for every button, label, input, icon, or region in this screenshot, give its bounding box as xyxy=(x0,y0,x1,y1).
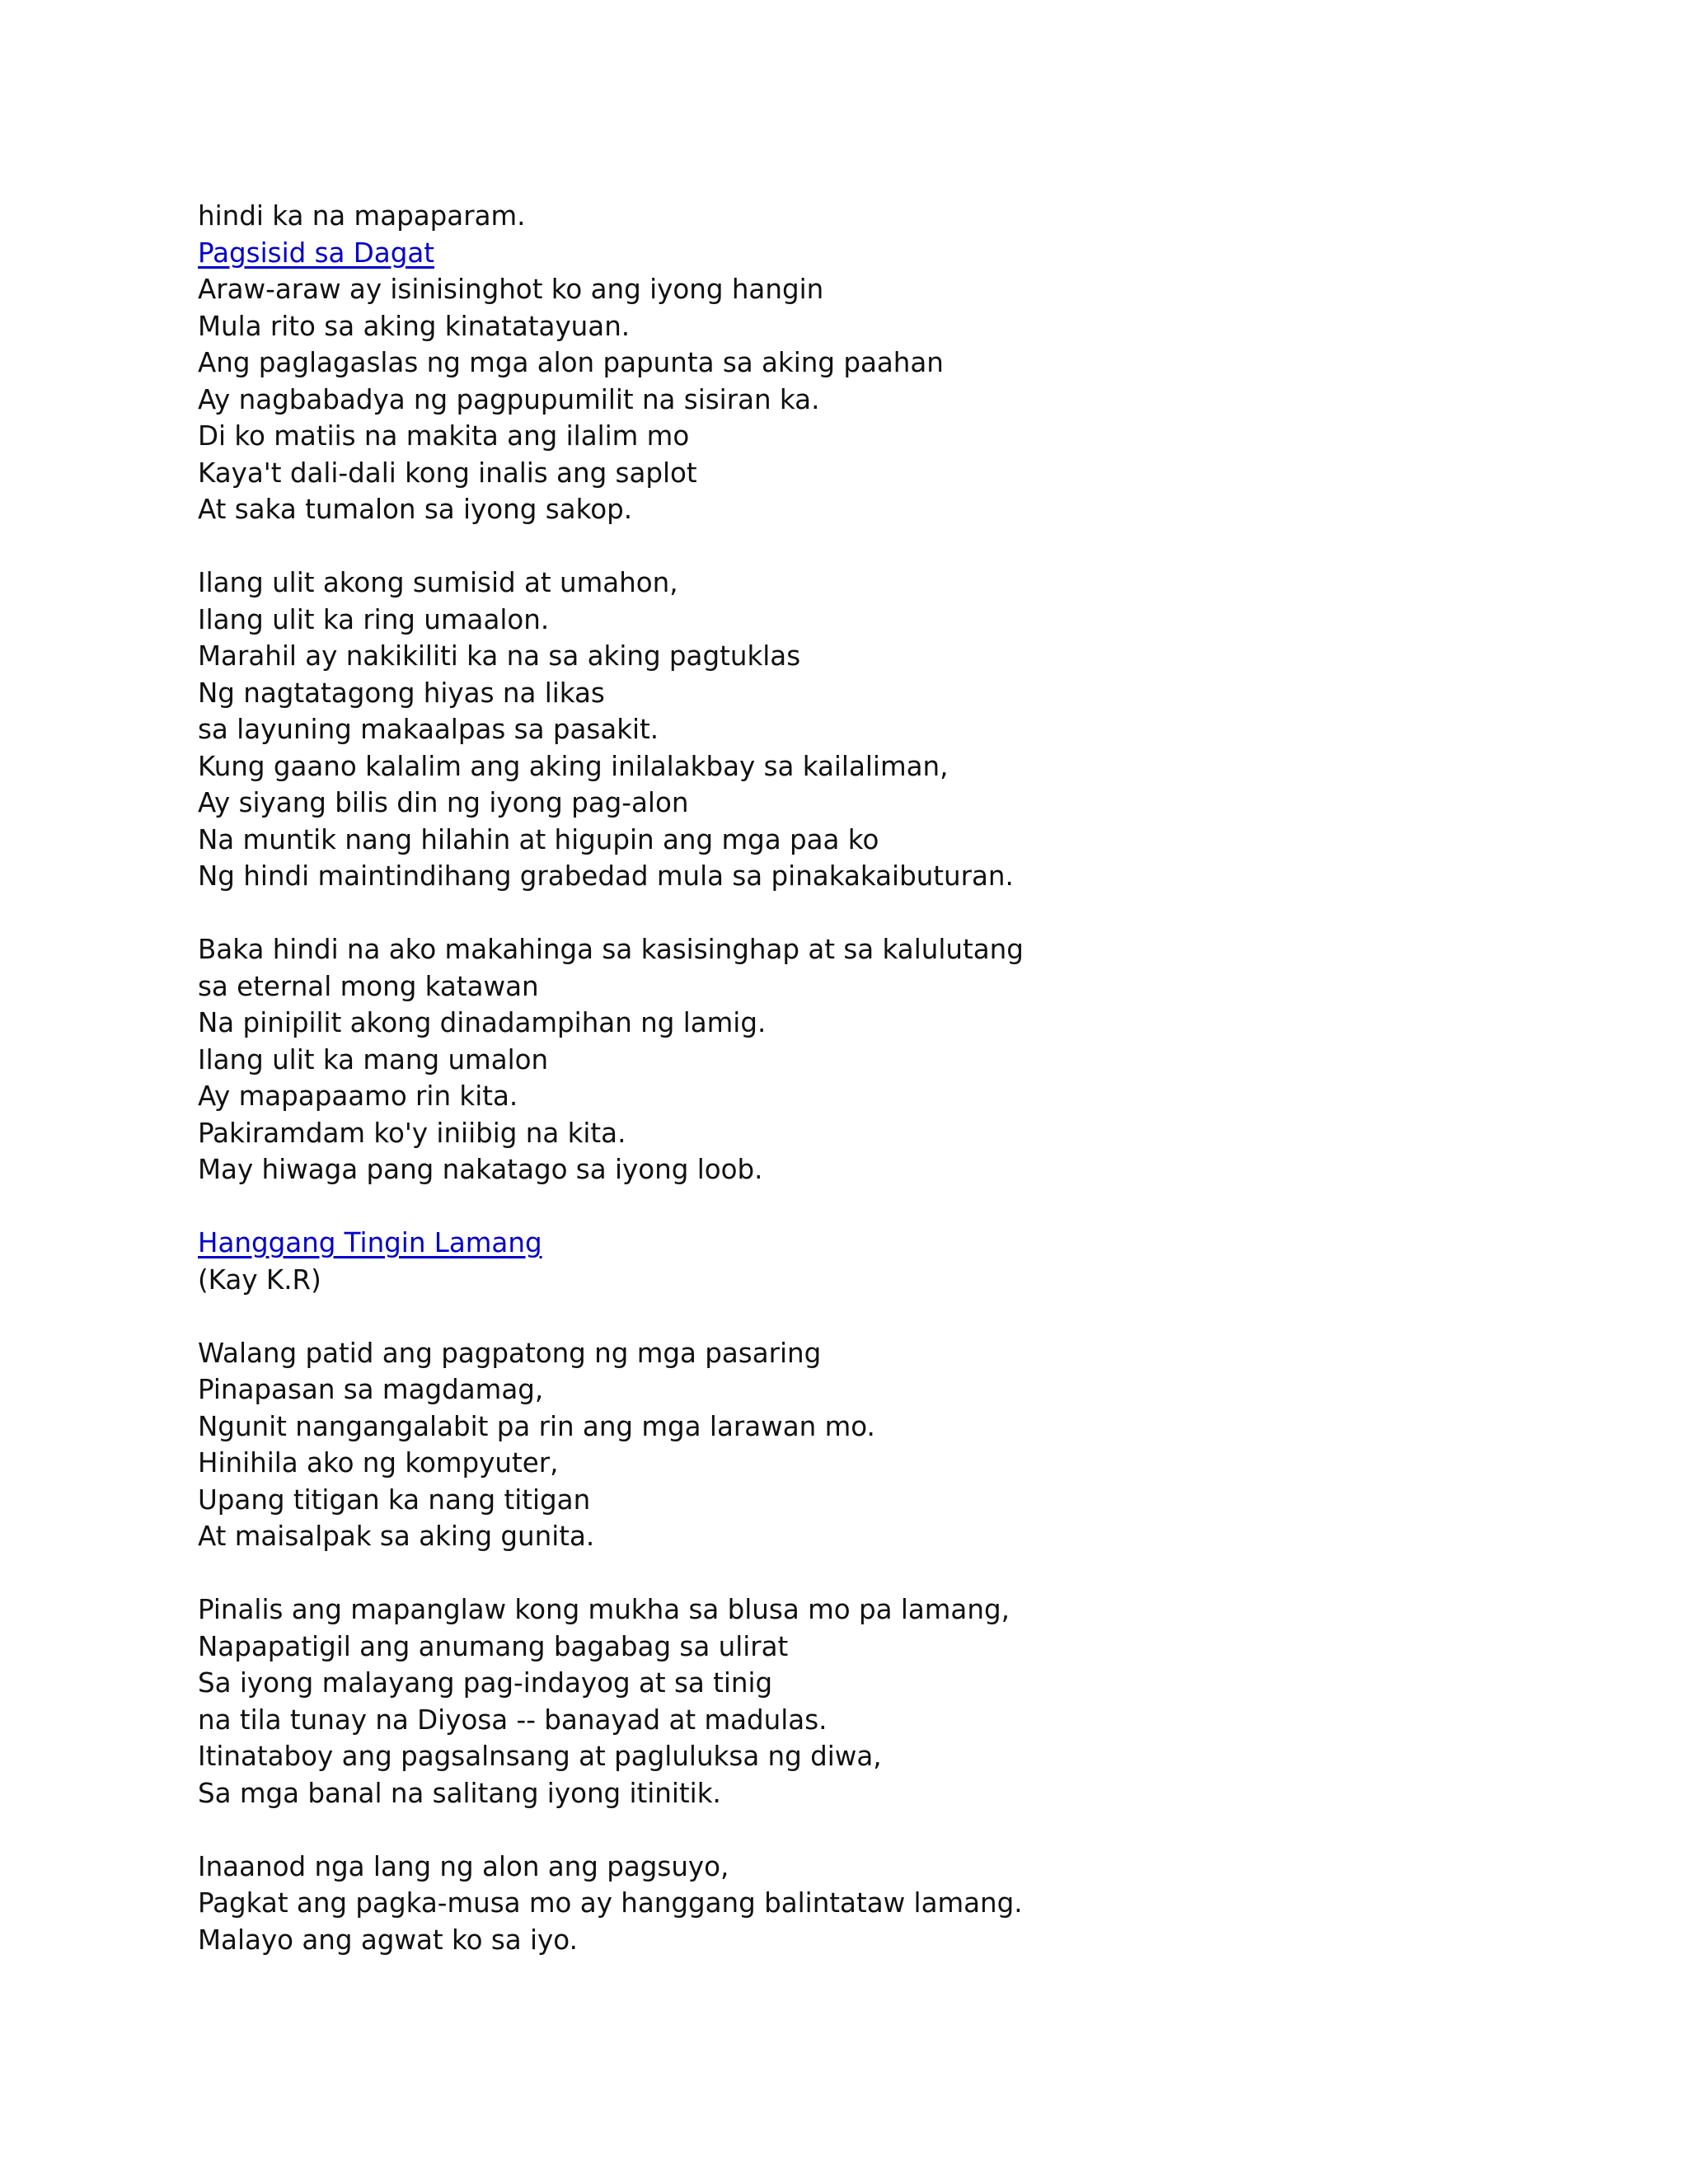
poem-line: Ilang ulit ka mang umalon xyxy=(198,1043,549,1076)
poem-line: Ngunit nangangalabit pa rin ang mga larawan mo. xyxy=(198,1410,875,1442)
poem-line: Baka hindi na ako makahinga sa kasisinghap at sa kalulutang xyxy=(198,934,1024,965)
poem-line: Ay siyang bilis din ng iyong pag-alon xyxy=(198,787,689,818)
poem-line: Pinalis ang mapanglaw kong mukha sa blusa mo pa lamang, xyxy=(198,1594,1010,1625)
poem1-stanza-3 xyxy=(198,931,1599,1188)
poem-line: Pagkat ang pagka-musa mo ay hanggang balintataw lamang. xyxy=(198,1887,1023,1919)
poem-line: Inaanod nga lang ng alon ang pagsuyo, xyxy=(198,1850,729,1882)
poem-line: Ng nagtatagong hiyas na likas xyxy=(198,677,605,709)
poem-line: na tila tunay na Diyosa -- banayad at madulas. xyxy=(198,1704,828,1736)
poem-line: Kung gaano kalalim ang aking inilalakbay sa kailaliman, xyxy=(198,750,949,782)
poem-line: At maisalpak sa aking gunita. xyxy=(198,1521,595,1552)
poem-line: Ilang ulit akong sumisid at umahon, xyxy=(198,567,678,598)
stanza-break xyxy=(198,895,1599,932)
stanza-break xyxy=(198,1811,1599,1849)
poem-line: Hinihila ako ng kompyuter, xyxy=(198,1447,559,1479)
poem-line: sa eternal mong katawan xyxy=(198,970,539,1002)
poem-line: Pinapasan sa magdamag, xyxy=(198,1374,544,1405)
poem-title-link-hanggang[interactable]: Hanggang Tingin Lamang xyxy=(198,1227,542,1258)
stanza-break xyxy=(198,1555,1599,1592)
poem-line: Na muntik nang hilahin at higupin ang mga paa ko xyxy=(198,823,879,855)
poem-line: Upang titigan ka nang titigan xyxy=(198,1483,591,1516)
poem2-stanza-2 xyxy=(198,1591,1599,1811)
poem-line: Mula rito sa aking kinatatayuan. xyxy=(198,310,631,342)
poem-line: Walang patid ang pagpatong ng mga pasaring xyxy=(198,1337,822,1369)
poem-line: Kaya't dali-dali kong inalis ang saplot xyxy=(198,457,697,489)
poem-line: Itinataboy ang pagsalnsang at pagluluksa ng diwa, xyxy=(198,1741,882,1772)
document-page xyxy=(198,198,1599,1958)
poem-title-link-pagsisid[interactable]: Pagsisid sa Dagat xyxy=(198,237,434,269)
poem-line: Malayo ang agwat ko sa iyo. xyxy=(198,1924,578,1956)
poem2-stanza-3 xyxy=(198,1849,1599,1959)
stanza-break xyxy=(198,1298,1599,1335)
poem-break xyxy=(198,1188,1599,1226)
poem-line: Ay mapapaamo rin kita. xyxy=(198,1080,518,1112)
intro-line: hindi ka na mapaparam. xyxy=(198,200,526,232)
poem-line: Araw-araw ay isinisinghot ko ang iyong hangin xyxy=(198,274,824,305)
poem-line: Pakiramdam ko'y iniibig na kita. xyxy=(198,1117,626,1149)
poem-line: Napapatigil ang anumang bagabag sa ulirat xyxy=(198,1630,789,1662)
poem-line: Sa iyong malayang pag-indayog at sa tinig xyxy=(198,1667,773,1699)
stanza-break xyxy=(198,528,1599,565)
poem-line: Sa mga banal na salitang iyong itinitik. xyxy=(198,1777,721,1809)
poem-line: sa layuning makaalpas sa pasakit. xyxy=(198,714,659,745)
poem-line: Di ko matiis na makita ang ilalim mo xyxy=(198,420,690,452)
poem-line: Na pinipilit akong dinadampihan ng lamig. xyxy=(198,1007,767,1038)
poem-line: Marahil ay nakikiliti ka na sa aking pagtuklas xyxy=(198,640,801,672)
poem-line: Ang paglagaslas ng mga alon papunta sa aking paahan xyxy=(198,347,944,378)
poem-line: At saka tumalon sa iyong sakop. xyxy=(198,494,633,525)
poem-dedication: (Kay K.R) xyxy=(198,1263,321,1296)
poem1-stanza-1 xyxy=(198,271,1599,528)
poem1-stanza-2 xyxy=(198,565,1599,895)
poem-line: Ng hindi maintindihang grabedad mula sa pinakakaibuturan. xyxy=(198,860,1014,892)
poem-line: May hiwaga pang nakatago sa iyong loob. xyxy=(198,1154,763,1185)
poem-line: Ilang ulit ka ring umaalon. xyxy=(198,603,550,635)
poem-line: Ay nagbabadya ng pagpupumilit na sisiran ka. xyxy=(198,383,820,415)
poem2-stanza-1 xyxy=(198,1335,1599,1555)
